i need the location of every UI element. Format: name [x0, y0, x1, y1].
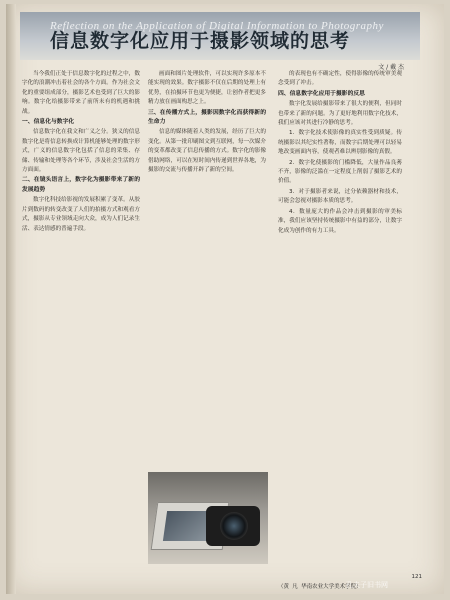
camera-icon	[206, 506, 260, 546]
section-heading: 一、信息化与数字化	[22, 119, 75, 126]
paragraph: 1．数字化技术使影像的真实性受到质疑。传统摄影以其纪实性著称，而数字后期处理可以轻易地改变画面内容，使观者难以辨别影像的真假。	[278, 130, 402, 156]
watermark: 孔夫子旧书网	[346, 581, 388, 589]
english-title: Reflection on the Application of Digital Information to Photography	[50, 20, 384, 32]
camera-laptop-photo	[148, 472, 268, 564]
author-affiliation: （黄 凡 华南农业大学美术学院）	[278, 584, 362, 590]
text-column-2	[148, 70, 266, 490]
paragraph: 数字化科技给影视的发展积累了变革。从胶片到数码的转变改变了人们的拍摄方式和观看方式，摄影从专业领域走向大众，成为人们记录生活、表达情感的普遍手段。	[22, 197, 140, 232]
page-spine	[6, 4, 16, 594]
section-heading: 三、在传播方式上，摄影因数字化而获得新的生命力	[148, 109, 266, 126]
paragraph: 数字化发展给摄影带来了很大的便利，但同时也带来了新的问题。为了更好地利用数字化技术，我们应该对其进行冷静的思考。	[278, 101, 402, 127]
magazine-page	[6, 4, 444, 594]
paragraph: 2．数字化使摄影的门槛降低，大量作品良莠不齐，影像的泛滥在一定程度上削弱了摄影艺术的价值。	[278, 159, 402, 185]
paragraph: 画面和图片处理软件，可以实现许多原本不能实现的效果。数字摄影不仅在后期的处理上有优势，在拍摄环节也更为便捷，让创作者把更多精力放在画面构思之上。	[148, 71, 266, 106]
text-column-1	[22, 70, 140, 585]
section-heading: 四、信息数字化应用于摄影的反思	[278, 90, 365, 97]
camera-lens	[220, 512, 248, 540]
page-number: 121	[411, 574, 422, 580]
paragraph: 信息的媒体随着人类的发展，经历了巨大的变化。从第一批印刷图文到互联网，每一次媒介的变革都改变了信息传播的方式。数字化的影像借助网络，可以在短时间内传递到世界各地，为摄影的交流与传播开辟了新的空间。	[148, 129, 266, 174]
paragraph: 信息数字化在我文和广义之分。狭义的信息数字化是将信息转换成计算机能够处理的数字形式，广义的信息数字化包括了信息的采集、存储、传输和处理等各个环节，涉及社会生活的方方面面。	[22, 129, 140, 174]
paragraph: 4．数量庞大的作品会冲击到摄影的审美标准，我们应该坚持传统摄影中有益的部分，让数字化成为创作的有力工具。	[278, 208, 402, 234]
paragraph: 当今我们正处于信息数字化的过程之中，数字化的浪潮冲击着社会的各个方面。作为社会文化的重要组成部分，摄影艺术也受到了巨大的影响。数字化给摄影带来了前所未有的机遇和挑战。	[22, 71, 140, 115]
paragraph: 的表现也有不确定性，使得影像的传统审美观念受到了冲击。	[278, 71, 402, 87]
section-heading: 二、在镜头语言上，数字化为摄影带来了新的发展趋势	[22, 177, 140, 193]
author-byline: 文 / 戴 杰	[378, 64, 404, 71]
text-column-3	[278, 70, 402, 585]
paragraph: 3．对于摄影者来说，过分依赖器材和技术，可能会忽视对摄影本质的思考。	[278, 188, 402, 205]
article-title: 信息数字化应用于摄影领域的思考	[50, 30, 351, 52]
